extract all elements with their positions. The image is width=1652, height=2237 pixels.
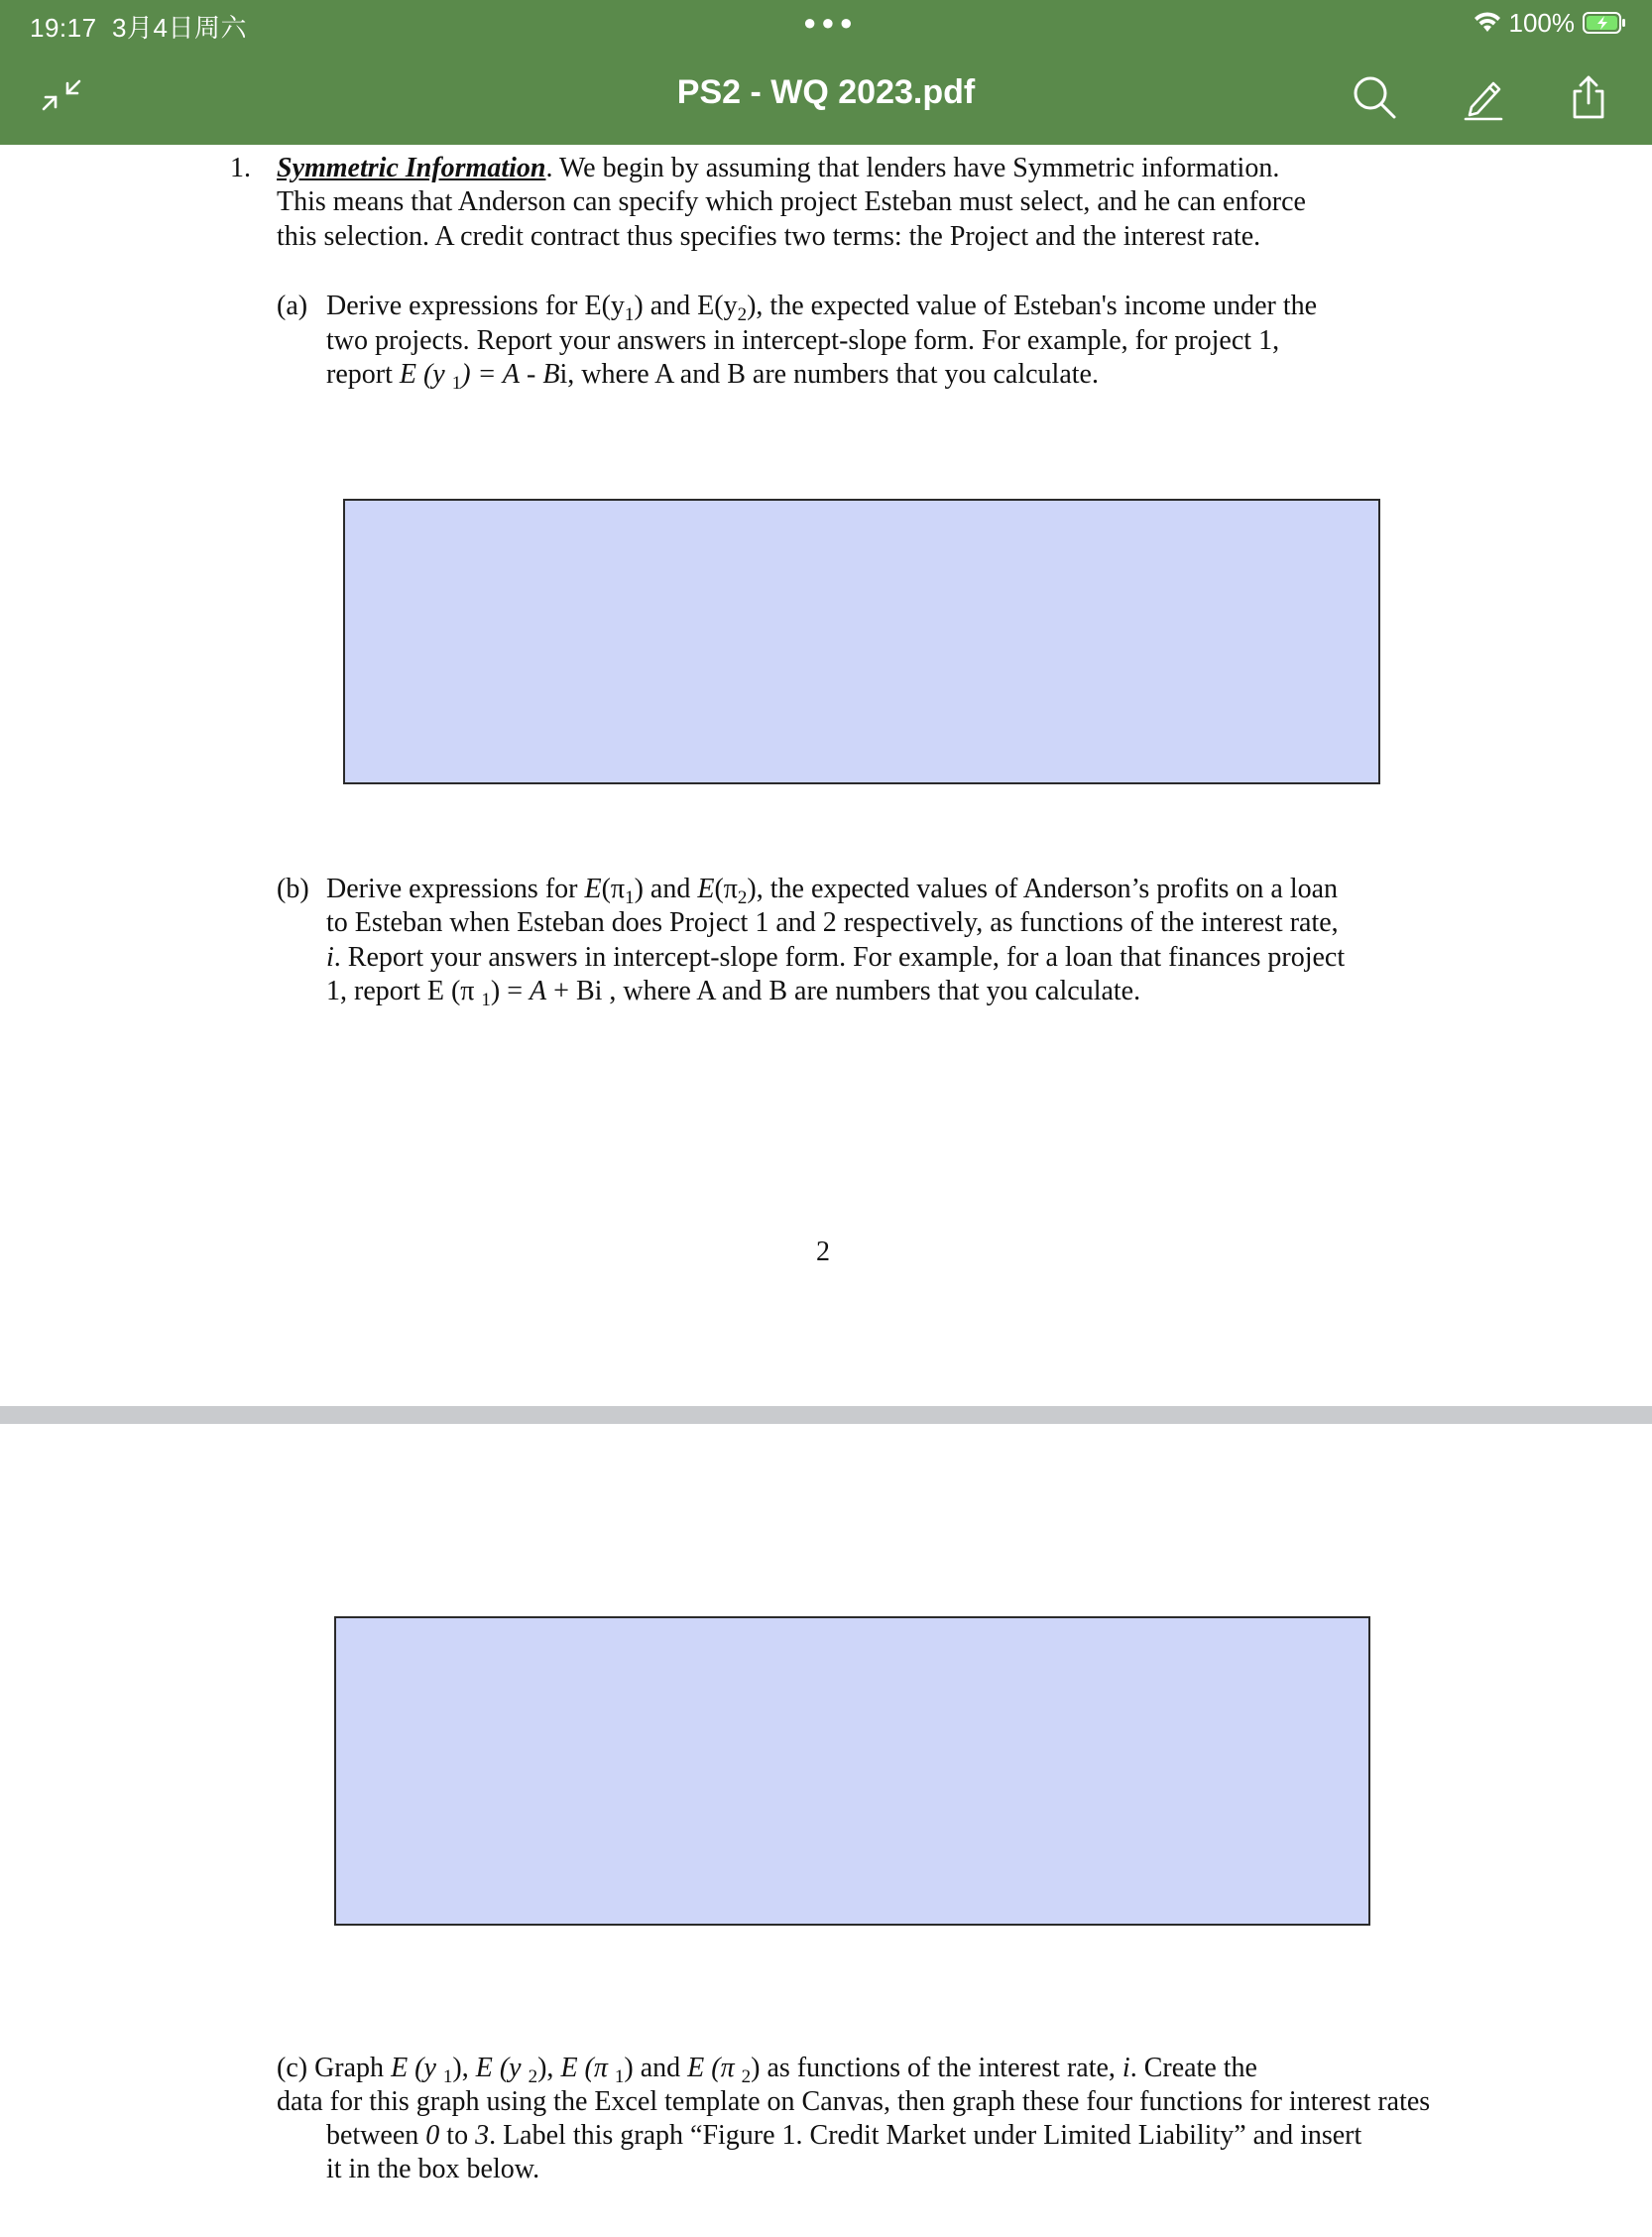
part-a-label: (a) [277, 291, 308, 321]
status-clock [30, 8, 247, 45]
part-c-line-2: data for this graph using the Excel template on Canvas, then graph these four functions for interest rates [277, 2086, 1431, 2117]
share-icon[interactable] [1563, 71, 1614, 123]
question-1-heading: Symmetric Information [277, 153, 546, 183]
status-date: 3月4日周六 [112, 13, 247, 43]
part-a-line-1: Derive expressions for $E(y_1)$ and $E(y_2)$, the expected value of Esteban's income under the [326, 291, 1318, 325]
answer-box-b[interactable] [334, 1616, 1370, 1926]
question-1-line-2: This means that Anderson can specify which project Esteban must select, and he can enforce [277, 186, 1306, 217]
battery-charging-icon [1583, 11, 1626, 35]
multitask-dots-icon[interactable]: ●●● [803, 10, 858, 35]
part-b-line-4: 1, report E (π $_1$) = A + Bi , where A and B are numbers that you calculate. [326, 976, 1141, 1010]
page-number: 2 [816, 1236, 830, 1267]
part-b-line-1: Derive expressions for $E(\pi_1)$ and $E(\pi_2)$, the expected values of Anderson’s profits on a loan [326, 874, 1339, 908]
part-c-line-1: (c) Graph E (y $_1$), E (y $_2$), E (π $_1$) and E (π $_2$) as functions of the interest rate, i. Create the [277, 2053, 1257, 2087]
part-b-line-2: to Esteban when Esteban does Project 1 and 2 respectively, as functions of the interest rate, [326, 907, 1339, 938]
page-separator [0, 1406, 1652, 1424]
answer-box-a[interactable] [343, 499, 1380, 784]
document-title: PS2 - WQ 2023.pdf [676, 73, 976, 111]
search-icon[interactable] [1349, 71, 1400, 123]
markup-pen-icon[interactable] [1458, 71, 1509, 123]
battery-percent: 100% [1508, 7, 1575, 38]
question-1-line-3: this selection. A credit contract thus specifies two terms: the Project and the interest rate. [277, 221, 1261, 252]
question-1-number: 1. [230, 153, 251, 183]
part-a-line-2: two projects. Report your answers in intercept-slope form. For example, for project 1, [326, 325, 1280, 356]
status-indicators [1474, 6, 1627, 40]
part-b-line-3: i. Report your answers in intercept-slope form. For example, for a loan that finances project [326, 942, 1346, 973]
part-c-line-3: between 0 to 3. Label this graph “Figure 1. Credit Market under Limited Liability” and insert [326, 2120, 1362, 2151]
question-1-line-1: Symmetric Information. We begin by assuming that lenders have Symmetric information. [277, 153, 1280, 183]
part-b-label: (b) [277, 874, 309, 904]
top-toolbar [0, 0, 1652, 145]
part-c-line-4: it in the box below. [326, 2154, 540, 2184]
wifi-icon [1474, 12, 1501, 34]
status-time: 19:17 [30, 13, 97, 43]
part-a-line-3: report E (y $_1$) = A - Bi, where A and B are numbers that you calculate. [326, 359, 1099, 394]
